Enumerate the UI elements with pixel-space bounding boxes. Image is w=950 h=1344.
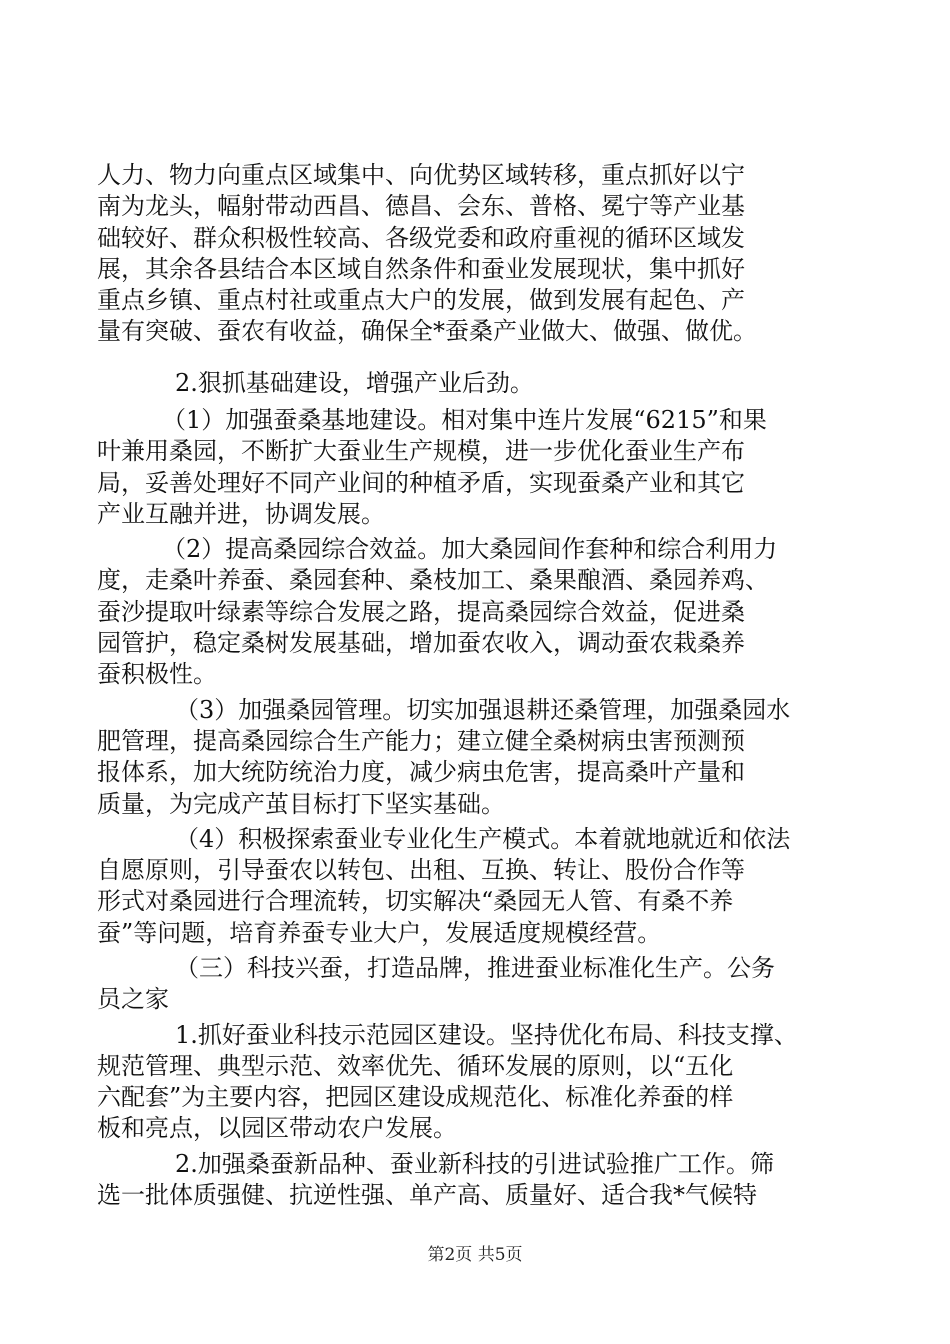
text-line: 局，妥善处理好不同产业间的种植矛盾，实现蚕桑产业和其它: [97, 469, 745, 497]
text-line: 蚕沙提取叶绿素等综合发展之路，提高桑园综合效益，促进桑: [97, 598, 745, 626]
section-heading: 2.狠抓基础建设，增强产业后劲。: [175, 369, 534, 397]
text-line: 叶兼用桑园，不断扩大蚕业生产规模，进一步优化蚕业生产布: [97, 437, 745, 465]
text-line: 肥管理，提高桑园综合生产能力；建立健全桑树病虫害预测预: [97, 727, 745, 755]
text-line: 蚕积极性。: [97, 660, 217, 688]
text-line: 南为龙头，幅射带动西昌、德昌、会东、普格、冕宁等产业基: [97, 192, 745, 220]
text-line: 础较好、群众积极性较高、各级党委和政府重视的循环区域发: [97, 224, 745, 252]
page-number-footer: 第2页 共5页: [427, 1245, 523, 1265]
section-heading: （三）科技兴蚕，打造品牌，推进蚕业标准化生产。公务: [175, 954, 775, 982]
text-line: 量有突破、蚕农有收益，确保全*蚕桑产业做大、做强、做优。: [97, 317, 757, 345]
paragraph-start: （1）加强蚕桑基地建设。相对集中连片发展“6215”和果: [162, 406, 767, 434]
paragraph-start: 2.加强桑蚕新品种、蚕业新科技的引进试验推广工作。筛: [175, 1150, 774, 1178]
text-line: 人力、物力向重点区域集中、向优势区域转移，重点抓好以宁: [97, 161, 745, 189]
text-line: 板和亮点，以园区带动农户发展。: [97, 1114, 457, 1142]
text-line: 六配套”为主要内容，把园区建设成规范化、标准化养蚕的样: [97, 1083, 734, 1111]
text-line: 园管护，稳定桑树发展基础，增加蚕农收入，调动蚕农栽桑养: [97, 629, 745, 657]
text-line: 重点乡镇、重点村社或重点大户的发展，做到发展有起色、产: [97, 286, 745, 314]
paragraph-start: （2）提高桑园综合效益。加大桑园间作套种和综合利用力: [162, 535, 778, 563]
text-line: 规范管理、典型示范、效率优先、循环发展的原则，以“五化: [97, 1052, 734, 1080]
text-line: 员之家: [97, 985, 169, 1013]
paragraph-start: （3）加强桑园管理。切实加强退耕还桑管理，加强桑园水: [175, 696, 791, 724]
paragraph-start: （4）积极探索蚕业专业化生产模式。本着就地就近和依法: [175, 825, 791, 853]
paragraph-start: 1.抓好蚕业科技示范园区建设。坚持优化布局、科技支撑、: [175, 1021, 798, 1049]
text-line: 蚕”等问题，培育养蚕专业大户，发展适度规模经营。: [97, 919, 662, 947]
text-line: 度，走桑叶养蚕、桑园套种、桑枝加工、桑果酿酒、桑园养鸡、: [97, 566, 769, 594]
text-line: 质量，为完成产茧目标打下坚实基础。: [97, 790, 505, 818]
text-line: 形式对桑园进行合理流转，切实解决“桑园无人管、有桑不养: [97, 887, 734, 915]
text-line: 展，其余各县结合本区域自然条件和蚕业发展现状，集中抓好: [97, 255, 745, 283]
text-line: 产业互融并进，协调发展。: [97, 500, 385, 528]
text-line: 报体系，加大统防统治力度，减少病虫危害，提高桑叶产量和: [97, 758, 745, 786]
text-line: 自愿原则，引导蚕农以转包、出租、互换、转让、股份合作等: [97, 856, 745, 884]
text-line: 选一批体质强健、抗逆性强、单产高、质量好、适合我*气候特: [97, 1181, 757, 1209]
